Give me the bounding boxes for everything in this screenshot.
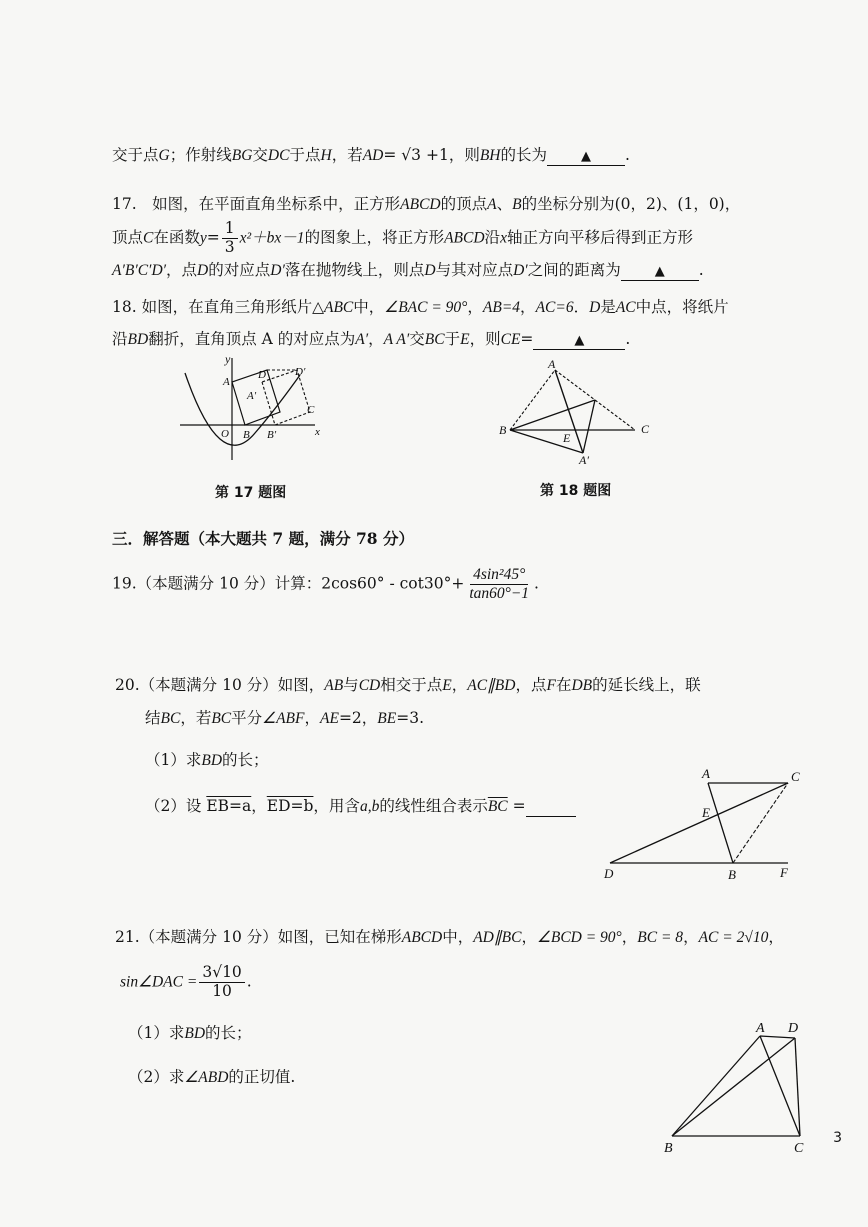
fig18-dap [583, 400, 595, 453]
fig17-label-d: D [258, 369, 266, 381]
fig21-bd [672, 1038, 795, 1136]
fig18-label-ap: A′ [579, 453, 589, 467]
q17-line-2: 顶点C在函数y= $\frac{1}{3}$ x²＋bx－1的图象上，将正方形ABCD沿x轴正方向平移后得到正方形 [112, 219, 693, 256]
fig17-label-o: O [221, 428, 229, 440]
fig21-label-c: C [794, 1141, 804, 1156]
q20-answer-blank [526, 797, 576, 817]
fig17-label-ap: A′ [247, 390, 257, 402]
fig17-label-bp: B′ [267, 429, 277, 441]
figure-20 [598, 765, 808, 880]
fig20-ab [708, 783, 733, 863]
fig17-label-x: x [315, 426, 320, 438]
figure-21 [660, 1018, 820, 1158]
fig21-ad [760, 1036, 795, 1038]
q17-line-1: 17. 如图，在平面直角坐标系中，正方形ABCD的顶点A、B的坐标分别为(0，2)、(1，0)， [112, 195, 741, 213]
fig20-label-e: E [702, 805, 710, 820]
q19-fraction: $\frac{\text{4sin²45°}}{\tan 60^\circ-1}$ [469, 566, 530, 602]
q16-answer-blank: ▲ [547, 146, 625, 166]
q21-fraction: $\frac{3√10}{10}$ [199, 964, 244, 1001]
q20-sub-1: （1）求BD的长； [145, 751, 269, 769]
q17-answer-blank: ▲ [621, 261, 699, 281]
fig17-label-y: y [225, 352, 231, 366]
fig20-label-b: B [728, 867, 736, 882]
q16-line: 交于点G；作射线BG交DC于点H，若AD= √3 +1，则BH的长为 ▲ . [112, 146, 630, 164]
page-number: 3 [833, 1130, 842, 1146]
q21-line-1: 21.（本题满分 10 分）如图，已知在梯形ABCD中，AD∥BC，∠BCD = 90°，BC = 8，AC = 2√10， [115, 928, 784, 946]
section-3-title: 三．解答题（本大题共 7 题，满分 78 分） [112, 529, 414, 548]
figure-17 [175, 352, 335, 465]
fig17-label-c: C [307, 404, 315, 416]
fig17-caption: 第 17 题图 [215, 485, 287, 501]
q17-line-3: A′B′C′D′，点D的对应点D′落在抛物线上，则点D与其对应点D′之间的距离为 ▲ . [112, 261, 704, 279]
q21-sub-2: （2）求∠ABD的正切值. [128, 1068, 296, 1086]
q18-answer-blank: ▲ [533, 330, 625, 350]
fig18-label-b: B [499, 423, 507, 437]
fig18-bap [510, 430, 583, 453]
fig20-label-a: A [702, 766, 710, 781]
q19-line: 19.（本题满分 10 分）计算：2cos60° - cot30°+ $\frac{\text{4sin²45°}}{\tan 60^\circ-1}$ . [112, 566, 539, 602]
q18-line-2: 沿BD翻折，直角顶点 A 的对应点为A′，A A′交BC于E，则CE= ▲ . [112, 330, 631, 348]
fig18-caption: 第 18 题图 [540, 483, 612, 499]
q21-sub-1: （1）求BD的长； [128, 1024, 252, 1042]
fig20-dc [610, 783, 788, 863]
q17-fraction: $\frac{1}{3}$ [222, 220, 238, 257]
fig17-label-a: A [223, 376, 230, 388]
fig18-label-c: C [641, 422, 650, 436]
fig18-label-e: E [563, 431, 571, 445]
fig21-label-b: B [664, 1141, 673, 1156]
fig18-ab-dashed [510, 370, 555, 430]
fig21-dc [795, 1038, 800, 1136]
q20-line-1: 20.（本题满分 10 分）如图，AB与CD相交于点E，AC∥BD，点F在DB的延长线上，联 [115, 676, 701, 694]
q21-line-2: sin∠DAC = $\frac{3√10}{10}$ . [120, 963, 252, 1000]
fig17-label-b: B [243, 429, 250, 441]
fig20-label-d: D [604, 866, 614, 881]
figure-18 [495, 358, 665, 468]
fig21-label-d: D [788, 1021, 799, 1036]
fig21-label-a: A [756, 1021, 765, 1036]
fig21-ab [672, 1036, 760, 1136]
fig17-label-dp: D′ [295, 366, 306, 378]
fig21-ac [760, 1036, 800, 1136]
fig20-label-c: C [791, 769, 800, 784]
fig18-label-a: A [548, 357, 556, 371]
q20-sub-2: （2）设 EB=a，ED=b，用含a,b的线性组合表示$\overline{BC}$ = [145, 797, 576, 817]
fig18-bd [510, 400, 595, 430]
fig20-label-f: F [780, 865, 788, 880]
q18-line-1: 18. 如图，在直角三角形纸片△ABC中，∠BAC = 90°，AB=4，AC=6．D是AC中点，将纸片 [112, 298, 729, 316]
q20-line-2: 结BC，若BC平分∠ABF，AE=2，BE=3. [145, 709, 425, 727]
